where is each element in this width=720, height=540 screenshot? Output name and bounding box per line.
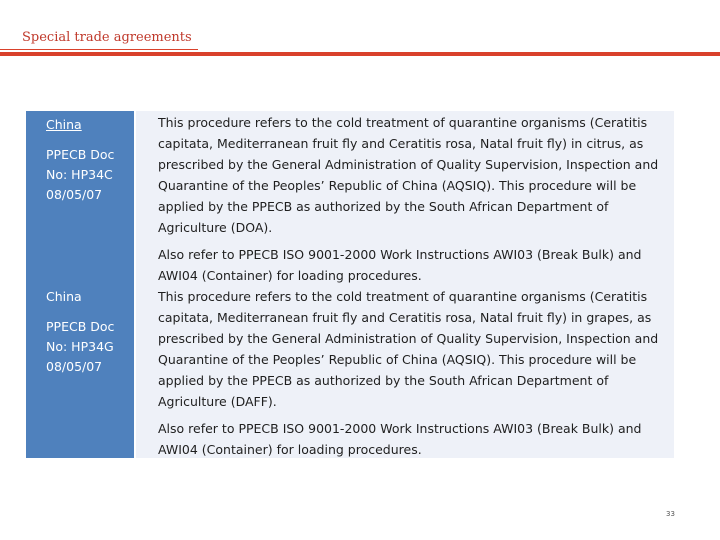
- procedure-paragraph: This procedure refers to the cold treatment of quarantine organisms (Ceratitis capitata, Mediterranean fruit fly and Ceratitis rosa, Natal fruit fly) in grapes, as prescribed by the General Administration of Quality Supervision, Inspection and Quarantine of the Peoples’ Republic of China (AQSIQ). This procedure will be applied by the PPECB as authorized by the South African Department of Agriculture (DAFF).: [158, 289, 659, 409]
- row-2-label-cell: [46, 287, 132, 377]
- header-divider: [0, 52, 720, 56]
- procedure-paragraph: This procedure refers to the cold treatment of quarantine organisms (Ceratitis capitata, Mediterranean fruit fly and Ceratitis rosa, Natal fruit fly) in citrus, as prescribed by the General Administration of Quality Supervision, Inspection and Quarantine of the Peoples’ Republic of China (AQSIQ). This procedure will be applied by the PPECB as authorized by the South African Department of Agriculture (DOA).: [158, 115, 659, 235]
- country-label-china: China: [46, 289, 82, 304]
- reference-paragraph: Also refer to PPECB ISO 9001-2000 Work Instructions AWI03 (Break Bulk) and AWI04 (Container) for loading procedures.: [158, 421, 642, 457]
- doc-reference: PPECB Doc No: HP34C 08/05/07: [46, 147, 115, 202]
- country-link-china[interactable]: China: [46, 117, 82, 132]
- description-column: [136, 111, 674, 458]
- country-column: [26, 111, 134, 458]
- doc-reference: PPECB Doc No: HP34G 08/05/07: [46, 319, 115, 374]
- trade-agreements-table: [26, 111, 674, 458]
- page-title: Special trade agreements: [22, 30, 192, 45]
- reference-paragraph: Also refer to PPECB ISO 9001-2000 Work Instructions AWI03 (Break Bulk) and AWI04 (Container) for loading procedures.: [158, 247, 642, 283]
- row-1-label-cell: [46, 115, 132, 205]
- title-underline: [0, 49, 198, 50]
- row-1-description-cell: [158, 112, 672, 286]
- page-number: 33: [666, 510, 675, 518]
- row-2-description-cell: [158, 286, 672, 460]
